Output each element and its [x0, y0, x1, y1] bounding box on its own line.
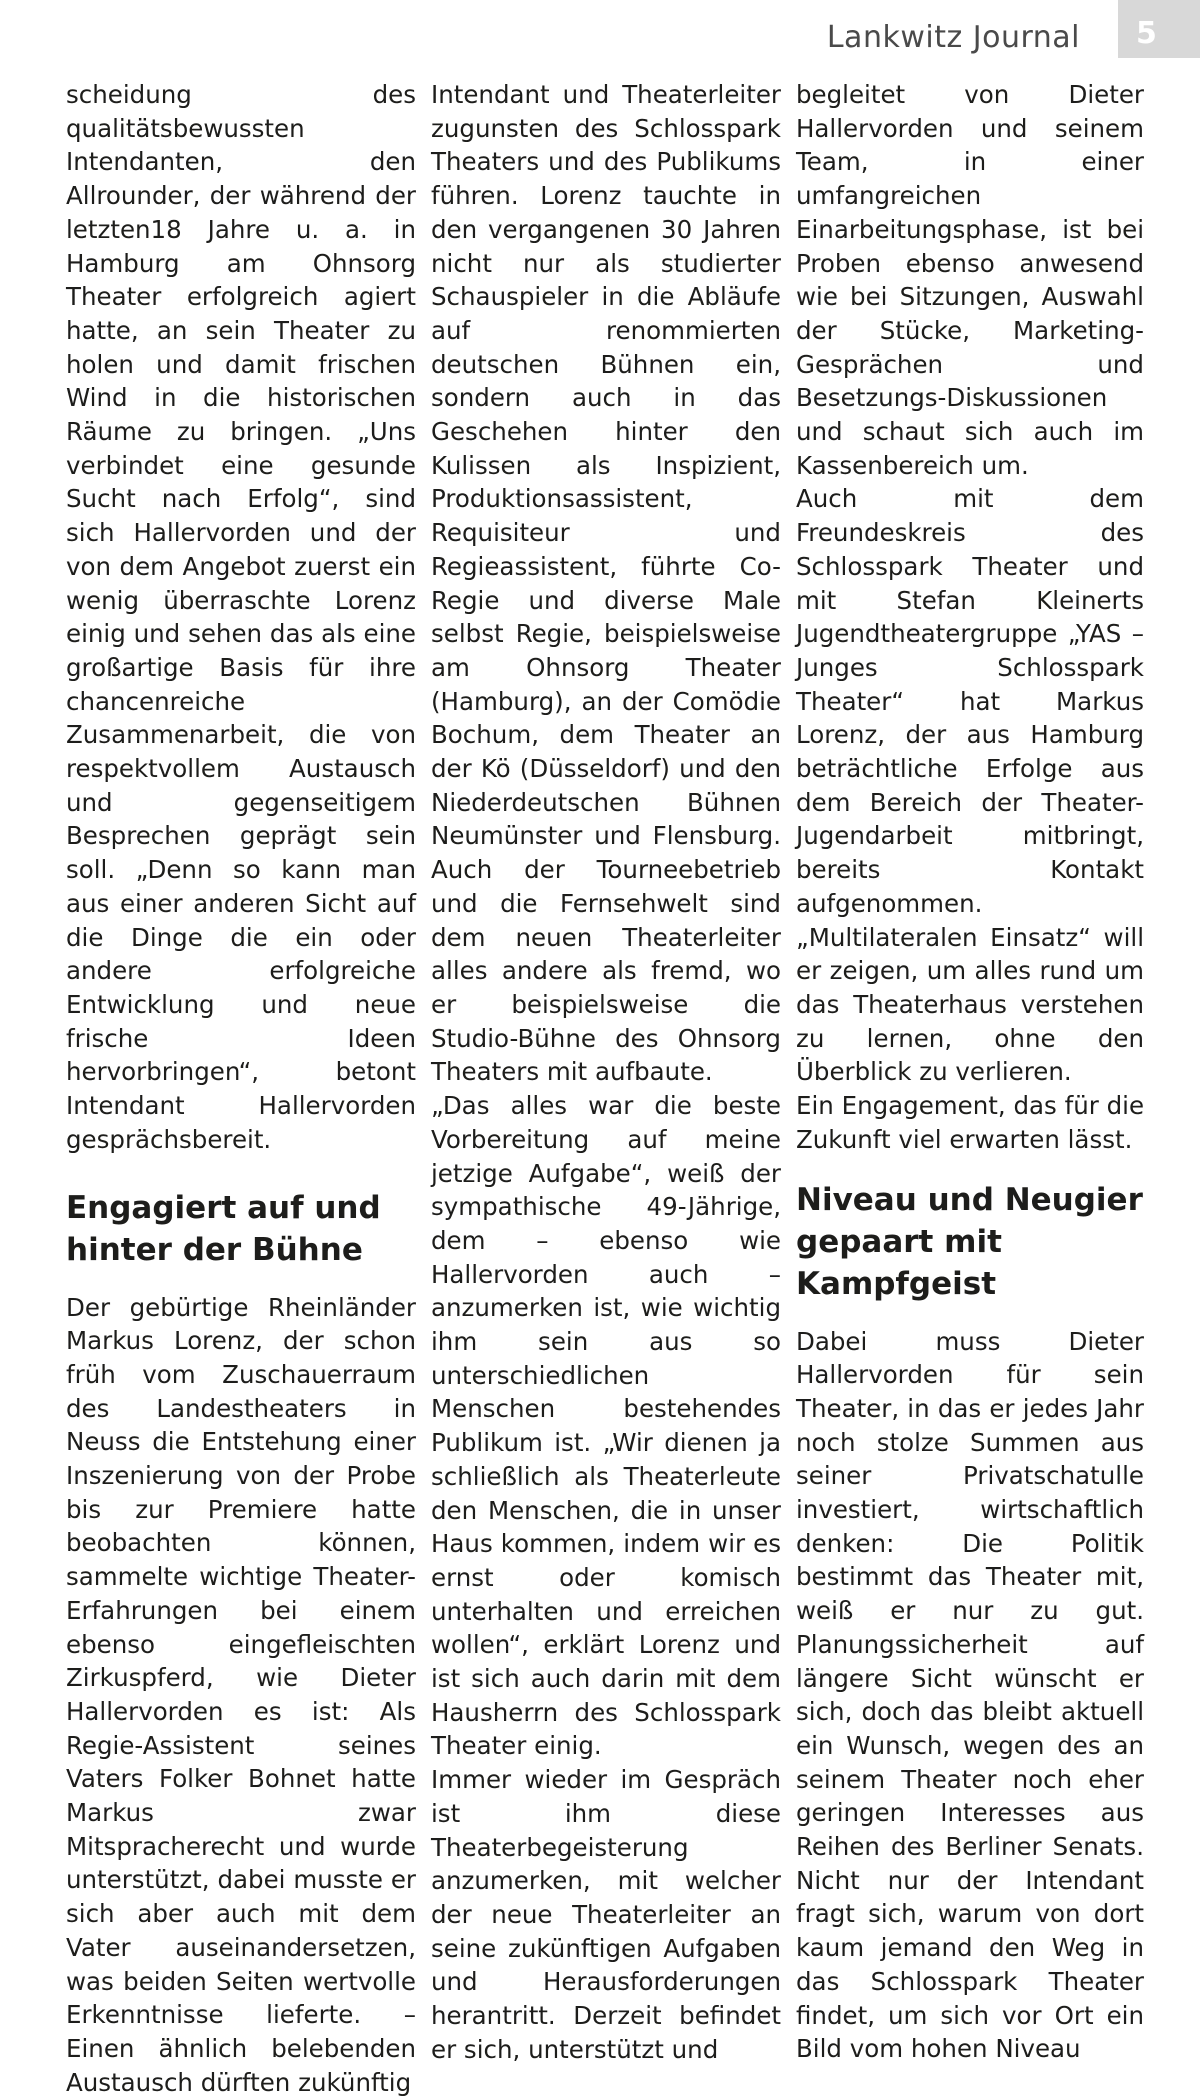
- paragraph: Ein Engagement, das für die Zukunft viel erwarten lässt.: [796, 1089, 1144, 1156]
- page-header: [0, 0, 1200, 74]
- page-number: 5: [1136, 16, 1157, 51]
- paragraph: Intendant und Theaterleiter zugunsten des Schlosspark Theaters und des Publikums führen. Lorenz tauchte in den vergangenen 30 Jahren nicht nur als studierter Schauspieler in die Abläufe auf renommierten deutschen Bühnen ein, sondern auch in das Geschehen hinter den Kulissen als Inspizient, Produktionsassistent, Requisiteur und Regieassistent, führte Co-Regie und diverse Male selbst Regie, beispielsweise am Ohnsorg Theater (Hamburg), an der Comödie Bochum, dem Theater an der Kö (Düsseldorf) und den Niederdeutschen Bühnen Neumünster und Flensburg. Auch der Tourneebetrieb und die Fernsehwelt sind dem neuen Theaterleiter alles andere als fremd, wo er beispielsweise die Studio-Bühne des Ohnsorg Theaters mit aufbaute.: [431, 78, 781, 1089]
- paragraph: Dabei muss Dieter Hallervorden für sein Theater, in das er jedes Jahr noch stolze Summen aus seiner Privatschatulle investiert, wirtschaftlich denken: Die Politik bestimmt das Theater mit, weiß er nur zu gut. Planungssicherheit auf längere Sicht wünscht er sich, doch das bleibt aktuell ein Wunsch, wegen des an seinem Theater noch eher geringen Interesses aus Reihen des Berliner Senats. Nicht nur der Intendant fragt sich, warum von dort kaum jemand den Weg in das Schlosspark Theater findet, um sich vor Ort ein Bild vom hohen Niveau: [796, 1325, 1144, 2066]
- paragraph: Immer wieder im Gespräch ist ihm diese Theaterbegeisterung anzumerken, mit welcher der neue Theaterleiter an seine zukünftigen Aufgaben und Herausforderungen herantritt. Derzeit befindet er sich, unterstützt und: [431, 1763, 781, 2066]
- paragraph: Auch mit dem Freundeskreis des Schlosspark Theater und mit Stefan Kleinerts Jugendtheatergruppe „YAS – Junges Schlosspark Theater“ hat Markus Lorenz, der aus Hamburg beträchtliche Erfolge aus dem Bereich der Theater-Jugendarbeit mitbringt, bereits Kontakt aufgenommen. „Multilateralen Einsatz“ will er zeigen, um alles rund um das Theaterhaus verstehen zu lernen, ohne den Überblick zu verlieren.: [796, 482, 1144, 1089]
- paragraph: Der gebürtige Rheinländer Markus Lorenz, der schon früh vom Zuschauerraum des Landestheaters in Neuss die Entstehung einer Inszenierung von der Probe bis zur Premiere hatte beobachten können, sammelte wichtige Theater-Erfahrungen bei einem ebenso eingefleischten Zirkuspferd, wie Dieter Hallervorden es ist: Als Regie-Assistent seines Vaters Folker Bohnet hatte Markus zwar Mitspracherecht und wurde unterstützt, dabei musste er sich aber auch mit dem Vater auseinandersetzen, was beiden Seiten wertvolle Erkenntnisse lieferte. – Einen ähnlich belebenden Austausch dürften zukünftig: [66, 1291, 416, 2099]
- article-column-3: [796, 78, 1144, 2066]
- article-column-2: [431, 78, 781, 2066]
- journal-title: Lankwitz Journal: [827, 20, 1080, 55]
- paragraph: „Das alles war die beste Vorbereitung auf meine jetzige Aufgabe“, weiß der sympathische 49-Jährige, dem – ebenso wie Hallervorden auch – anzumerken ist, wie wichtig ihm sein aus so unterschiedlichen Menschen bestehendes Publikum ist. „Wir dienen ja schließlich als Theaterleute den Menschen, die in unser Haus kommen, indem wir es ernst oder komisch unterhalten und erreichen wollen“, erklärt Lorenz und ist sich auch darin mit dem Hausherrn des Schlosspark Theater einig.: [431, 1089, 781, 1763]
- paragraph: begleitet von Dieter Hallervorden und seinem Team, in einer umfangreichen Einarbeitungsphase, ist bei Proben ebenso anwesend wie bei Sitzungen, Auswahl der Stücke, Marketing-Gesprächen und Besetzungs-Diskussionen und schaut sich auch im Kassenbereich um.: [796, 78, 1144, 482]
- article-column-1: [66, 78, 416, 2099]
- section-heading: Engagiert auf und hinter der Bühne: [66, 1187, 416, 1271]
- paragraph: scheidung des qualitätsbewussten Intendanten, den Allrounder, der während der letzten18 Jahre u. a. in Hamburg am Ohnsorg Theater erfolgreich agiert hatte, an sein Theater zu holen und damit frischen Wind in die historischen Räume zu bringen. „Uns verbindet eine gesunde Sucht nach Erfolg“, sind sich Hallervorden und der von dem Angebot zuerst ein wenig überraschte Lorenz einig und sehen das als eine großartige Basis für ihre chancenreiche Zusammenarbeit, die von respektvollem Austausch und gegenseitigem Besprechen geprägt sein soll. „Denn so kann man aus einer anderen Sicht auf die Dinge die ein oder andere erfolgreiche Entwicklung und neue frische Ideen hervorbringen“, betont Intendant Hallervorden gesprächsbereit.: [66, 78, 416, 1157]
- section-heading: Niveau und Neugier gepaart mit Kampfgeist: [796, 1179, 1144, 1305]
- page-number-box: [1118, 0, 1200, 58]
